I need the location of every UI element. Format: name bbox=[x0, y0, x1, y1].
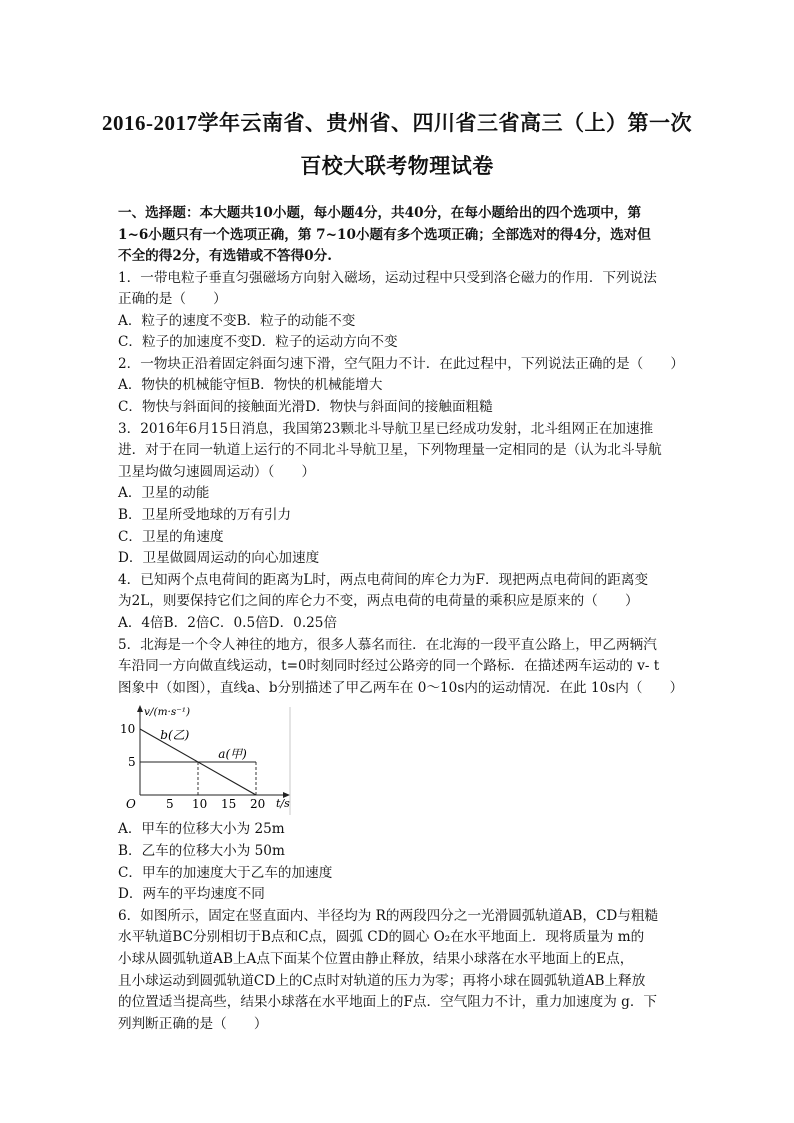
option-line: B．乙车的位移大小为 50m bbox=[118, 842, 285, 859]
question-3 bbox=[118, 419, 678, 570]
x-axis-label: t/s bbox=[276, 797, 290, 811]
exam-content bbox=[118, 203, 684, 1035]
section-line: 不全的得2分，有选错或不答得0分. bbox=[118, 248, 332, 264]
y-tick-label: 5 bbox=[128, 755, 136, 770]
question-stem-line: 2．一物块正沿着固定斜面匀速下滑，空气阻力不计．在此过程中，下列说法正确的是（ ） bbox=[118, 355, 684, 372]
question-stem-line: 且小球运动到圆弧轨道CD上的C点时对轨道的压力为零；再将小球在圆弧轨道AB上释放 bbox=[118, 972, 646, 989]
option-line: D．卫星做圆周运动的向心加速度 bbox=[118, 550, 320, 567]
exam-title-line-1: 2016-2017学年云南省、贵州省、四川省三省高三（上）第一次 bbox=[102, 111, 692, 135]
question-stem-line: 车沿同一方向做直线运动，t=0时刻同时经过公路旁的同一个路标．在描述两车运动的 v- t bbox=[118, 658, 660, 675]
y-axis-arrow bbox=[137, 705, 143, 712]
vt-graph bbox=[118, 701, 293, 819]
option-line: B．卫星所受地球的万有引力 bbox=[118, 507, 292, 524]
y-tick-label: 10 bbox=[120, 722, 136, 737]
question-stem-line: 6．如图所示，固定在竖直面内、半径均为 R的两段四分之一光滑圆弧轨道AB，CD与粗糙 bbox=[118, 907, 659, 924]
x-tick-label: 10 bbox=[192, 797, 208, 812]
series-a-label: a(甲) bbox=[218, 747, 247, 762]
question-stem-line: 卫星均做匀速圆周运动）（ ） bbox=[118, 463, 316, 480]
x-tick-label: 20 bbox=[250, 797, 266, 812]
question-4 bbox=[118, 570, 678, 635]
question-6 bbox=[118, 906, 678, 1036]
series-b-label: b(乙) bbox=[160, 728, 190, 743]
question-stem-line: 的位置适当提高些，结果小球落在水平地面上的F点．空气阻力不计，重力加速度为 g．下 bbox=[118, 994, 658, 1011]
section-line: 1~6小题只有一个选项正确，第 7~10小题有多个选项正确；全部选对的得4分，选对但 bbox=[118, 226, 651, 243]
y-axis-label: v/(m·s⁻¹) bbox=[144, 706, 191, 719]
option-line: C．卫星的角速度 bbox=[118, 528, 224, 545]
option-line: A．甲车的位移大小为 25m bbox=[118, 821, 285, 838]
question-stem-line: 列判断正确的是（ ） bbox=[118, 1015, 268, 1032]
exam-title-line-2: 百校大联考物理试卷 bbox=[300, 154, 494, 178]
question-1 bbox=[118, 268, 678, 354]
question-2 bbox=[118, 354, 684, 419]
question-5 bbox=[118, 635, 684, 906]
origin-label: O bbox=[126, 797, 136, 812]
x-tick-label: 5 bbox=[166, 797, 174, 812]
option-line: A．物快的机械能守恒B．物快的机械能增大 bbox=[118, 377, 383, 394]
question-stem-line: 水平轨道BC分别相切于B点和C点，圆弧 CD的圆心 O₂在水平地面上．现将质量为 m的 bbox=[118, 929, 645, 946]
question-stem-line: 小球从圆弧轨道AB上A点下面某个位置由静止释放，结果小球落在水平地面上的E点， bbox=[118, 950, 634, 967]
question-stem-line: 3．2016年6月15日消息，我国第23颗北斗导航卫星已经成功发射，北斗组网正在加速推 bbox=[118, 420, 654, 437]
option-line: C．物快与斜面间的接触面光滑D．物快与斜面间的接触面粗糙 bbox=[118, 399, 493, 416]
option-line: A．卫星的动能 bbox=[118, 485, 210, 502]
option-line: A．4倍B．2倍C．0.5倍D．0.25倍 bbox=[118, 615, 338, 631]
question-stem-line: 5．北海是一个令人神往的地方，很多人慕名而往．在北海的一段平直公路上，甲乙两辆汽 bbox=[118, 636, 657, 653]
option-line: C．甲车的加速度大于乙车的加速度 bbox=[118, 864, 333, 881]
x-tick-label: 15 bbox=[221, 797, 237, 812]
section-header bbox=[118, 203, 678, 268]
option-line: D．两车的平均速度不同 bbox=[118, 886, 265, 903]
question-stem-line: 进．对于在同一轨道上运行的不同北斗导航卫星，下列物理量一定相同的是（认为北斗导航 bbox=[118, 442, 662, 459]
option-line: C．粒子的加速度不变D．粒子的运动方向不变 bbox=[118, 334, 398, 351]
question-stem-line: 1．一带电粒子垂直匀强磁场方向射入磁场，运动过程中只受到洛仑磁力的作用．下列说法 bbox=[118, 269, 657, 286]
question-stem-line: 正确的是（ ） bbox=[118, 291, 227, 308]
question-stem-line: 4．已知两个点电荷间的距离为L时，两点电荷间的库仑力为F．现把两点电荷间的距离变 bbox=[118, 571, 649, 588]
question-stem-line: 图象中（如图），直线a、b分别描述了甲乙两车在 0～10s内的运动情况．在此 10s内（ ） bbox=[118, 679, 684, 696]
option-line: A．粒子的速度不变B．粒子的动能不变 bbox=[118, 312, 356, 329]
section-line: 一、选择题：本大题共10小题，每小题4分，共40分，在每小题给出的四个选项中，第 bbox=[118, 205, 642, 221]
question-stem-line: 为2L，则要保持它们之间的库仑力不变，两点电荷的电荷量的乘积应是原来的（ ） bbox=[118, 593, 639, 610]
